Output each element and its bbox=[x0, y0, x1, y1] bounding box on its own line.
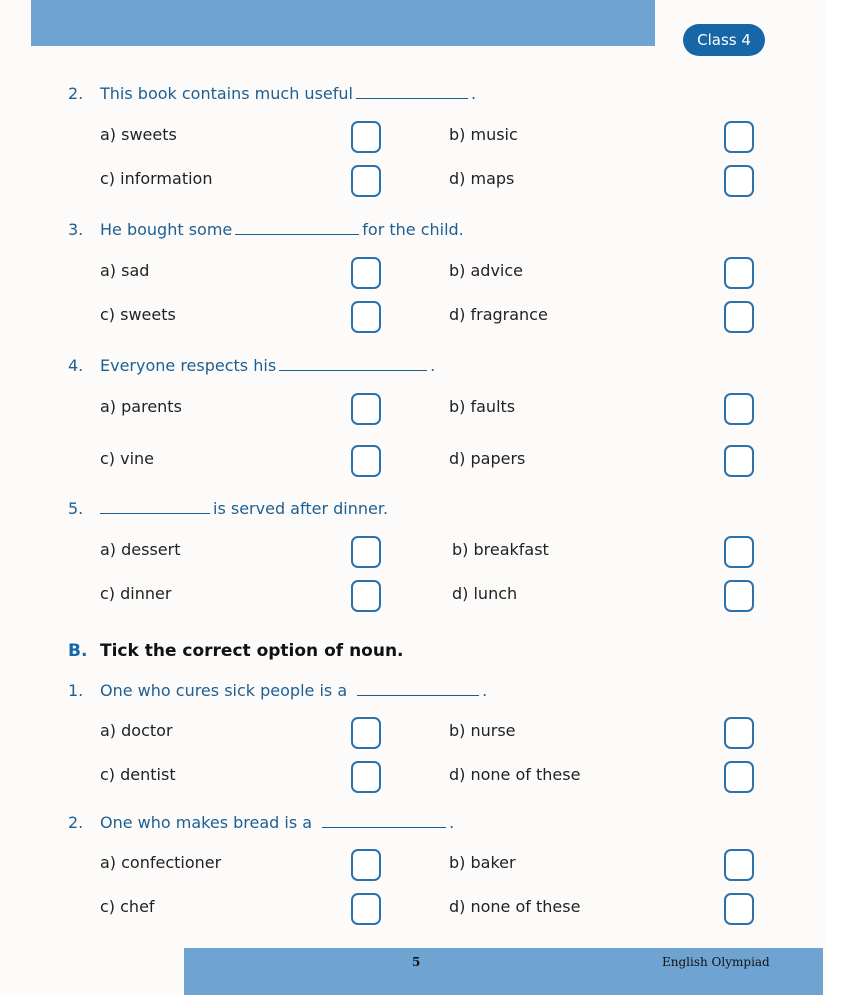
section-b-heading bbox=[68, 641, 404, 661]
checkbox-option-c[interactable] bbox=[351, 580, 381, 612]
answer-blank bbox=[357, 681, 479, 696]
section-letter: B. bbox=[68, 641, 88, 661]
checkbox-option-b[interactable] bbox=[724, 849, 754, 881]
option-b: b) music bbox=[449, 125, 518, 144]
question-text-end: . bbox=[449, 813, 455, 832]
question-3 bbox=[68, 220, 464, 239]
checkbox-option-a[interactable] bbox=[351, 536, 381, 568]
question-text: One who makes bread is a bbox=[100, 813, 313, 832]
checkbox-option-b[interactable] bbox=[724, 393, 754, 425]
question-number: 2. bbox=[68, 813, 84, 832]
option-c: c) dentist bbox=[100, 765, 176, 784]
option-c: c) information bbox=[100, 169, 213, 188]
option-b: b) breakfast bbox=[452, 540, 549, 559]
question-number: 4. bbox=[68, 356, 84, 375]
section-title: Tick the correct option of noun. bbox=[100, 641, 404, 661]
question-number: 3. bbox=[68, 220, 84, 239]
question-2 bbox=[68, 84, 476, 103]
checkbox-option-a[interactable] bbox=[351, 717, 381, 749]
checkbox-option-d[interactable] bbox=[724, 893, 754, 925]
section-b-question-2 bbox=[68, 813, 454, 832]
answer-blank bbox=[100, 499, 210, 514]
option-b: b) faults bbox=[449, 397, 516, 416]
checkbox-option-a[interactable] bbox=[351, 257, 381, 289]
checkbox-option-d[interactable] bbox=[724, 580, 754, 612]
checkbox-option-a[interactable] bbox=[351, 121, 381, 153]
option-b: b) baker bbox=[449, 853, 516, 872]
question-text: Everyone respects his bbox=[100, 356, 277, 375]
option-d: d) papers bbox=[449, 449, 526, 468]
option-d: d) maps bbox=[449, 169, 515, 188]
checkbox-option-d[interactable] bbox=[724, 301, 754, 333]
question-number: 5. bbox=[68, 499, 84, 518]
question-5 bbox=[68, 499, 388, 518]
class-badge: Class 4 bbox=[683, 24, 765, 56]
question-text: One who cures sick people is a bbox=[100, 681, 348, 700]
checkbox-option-c[interactable] bbox=[351, 301, 381, 333]
option-c: c) dinner bbox=[100, 584, 172, 603]
option-d: d) lunch bbox=[452, 584, 518, 603]
option-a: a) confectioner bbox=[100, 853, 222, 872]
checkbox-option-b[interactable] bbox=[724, 257, 754, 289]
option-a: a) parents bbox=[100, 397, 182, 416]
question-text: He bought some bbox=[100, 220, 233, 239]
option-b: b) nurse bbox=[449, 721, 516, 740]
checkbox-option-a[interactable] bbox=[351, 849, 381, 881]
question-4 bbox=[68, 356, 435, 375]
checkbox-option-b[interactable] bbox=[724, 717, 754, 749]
option-a: a) sad bbox=[100, 261, 150, 280]
answer-blank bbox=[356, 84, 468, 99]
option-d: d) fragrance bbox=[449, 305, 548, 324]
option-a: a) sweets bbox=[100, 125, 177, 144]
checkbox-option-c[interactable] bbox=[351, 893, 381, 925]
checkbox-option-a[interactable] bbox=[351, 393, 381, 425]
checkbox-option-c[interactable] bbox=[351, 445, 381, 477]
checkbox-option-b[interactable] bbox=[724, 121, 754, 153]
question-text-end: . bbox=[470, 84, 477, 103]
page-number: 5 bbox=[412, 955, 421, 969]
checkbox-option-c[interactable] bbox=[351, 761, 381, 793]
option-d: d) none of these bbox=[449, 765, 581, 784]
checkbox-option-d[interactable] bbox=[724, 761, 754, 793]
footer-title: English Olympiad bbox=[662, 955, 770, 969]
option-c: c) chef bbox=[100, 897, 155, 916]
option-c: c) sweets bbox=[100, 305, 176, 324]
question-number: 2. bbox=[68, 84, 84, 103]
header-bar bbox=[31, 0, 655, 46]
option-a: a) dessert bbox=[100, 540, 181, 559]
section-b-question-1 bbox=[68, 681, 487, 700]
checkbox-option-b[interactable] bbox=[724, 536, 754, 568]
question-number: 1. bbox=[68, 681, 84, 700]
answer-blank bbox=[279, 356, 427, 371]
question-text-end: for the child. bbox=[362, 220, 464, 239]
option-d: d) none of these bbox=[449, 897, 581, 916]
option-a: a) doctor bbox=[100, 721, 173, 740]
question-text-end: . bbox=[482, 681, 488, 700]
answer-blank bbox=[235, 220, 359, 235]
option-c: c) vine bbox=[100, 449, 155, 468]
question-text-end: is served after dinner. bbox=[213, 499, 389, 518]
checkbox-option-c[interactable] bbox=[351, 165, 381, 197]
answer-blank bbox=[322, 813, 446, 828]
question-text: This book contains much useful bbox=[100, 84, 353, 103]
checkbox-option-d[interactable] bbox=[724, 445, 754, 477]
checkbox-option-d[interactable] bbox=[724, 165, 754, 197]
question-text-end: . bbox=[430, 356, 436, 375]
option-b: b) advice bbox=[449, 261, 523, 280]
